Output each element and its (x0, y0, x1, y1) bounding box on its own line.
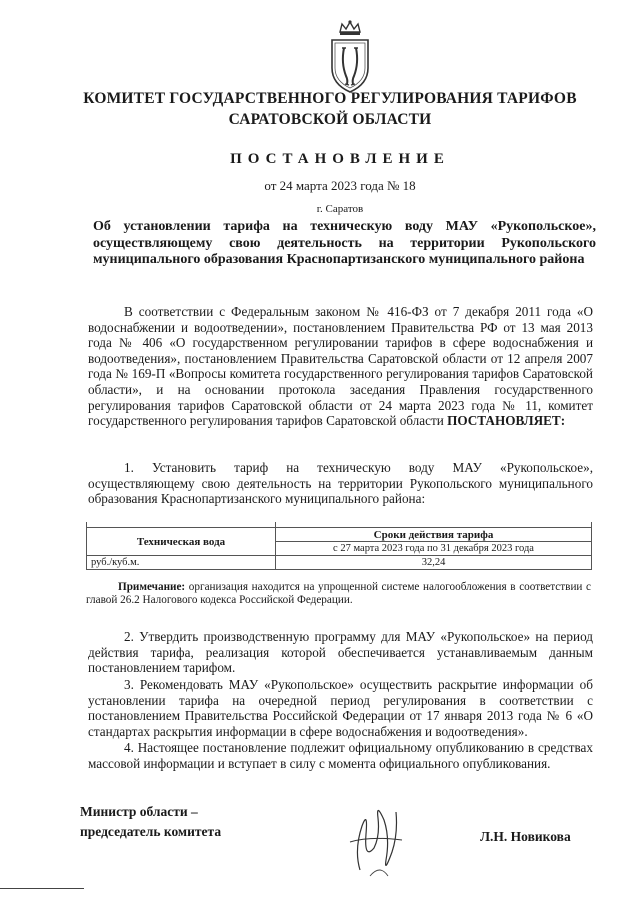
preamble-text: В соответствии с Федеральным законом № 416-ФЗ от 7 декабря 2011 года «О водоснабжении и водоотведении», постановлением Правительства РФ от 13 мая 2013 года № 406 «О государственном регулировании тарифов в сфере водоснабжения и водоотведения», постановлением Правительства Саратовской области от 12 апреля 2007 года № 169-П «Вопросы комитета государственного регулирования тарифов Саратовской области», и на основании протокола заседания Правления государственного регулирования тарифов Саратовской области от 24 марта 2023 года № 11, комитет государственного регулирования тарифов Саратовской области (88, 304, 593, 429)
table-header-period: Сроки действия тарифа (276, 528, 592, 542)
note-paragraph (86, 581, 591, 607)
table-row (87, 556, 592, 570)
issuer-name-line1: КОМИТЕТ ГОСУДАРСТВЕННОГО РЕГУЛИРОВАНИЯ ТАРИФОВ (83, 90, 577, 107)
document-date-number: от 24 марта 2023 года № 18 (264, 178, 416, 193)
note-label: Примечание: (118, 581, 186, 593)
table-header-water: Техническая вода (87, 528, 276, 556)
table-cell-period: с 27 марта 2023 года по 31 декабря 2023 года (276, 542, 592, 556)
item-3-paragraph (88, 677, 593, 739)
item-1-text: 1. Установить тариф на техническую воду МАУ «Рукопольское», осуществляющему свою деятельность на территории Рукопольского муниципального образования Краснопартизанского муниципального района: (88, 460, 593, 507)
signatory-position-line1: Министр области – (80, 804, 198, 819)
issuer-name-line2: САРАТОВСКОЙ ОБЛАСТИ (228, 111, 432, 128)
table-header-row (87, 528, 592, 542)
preamble-paragraph (88, 304, 593, 429)
coat-of-arms-icon (326, 18, 374, 94)
footer-divider (0, 888, 84, 889)
signatory-position (80, 802, 221, 842)
tariff-table (86, 522, 592, 570)
document-subject: Об установлении тарифа на техническую воду МАУ «Рукопольское», осуществляющему свою деятельность на территории Рукопольского муниципального образования Краснопартизанского муниципального района (93, 219, 596, 267)
signatory-position-line2: председатель комитета (80, 824, 222, 839)
handwritten-signature (340, 790, 420, 880)
item-4-paragraph (88, 740, 593, 771)
item-2-text: 2. Утвердить производственную программу для МАУ «Рукопольское» на период действия тарифа, реализация которой обеспечивается устанавливаемым данным постановлением тарифом. (88, 629, 593, 676)
item-4-text: 4. Настоящее постановление подлежит официальному опубликованию в средствах массовой информации и вступает в силу с момента официального опубликования. (88, 740, 593, 771)
decree-keyword: ПОСТАНОВЛЯЕТ: (447, 413, 566, 429)
signatory-name: Л.Н. Новикова (480, 829, 571, 844)
table-cell-unit: руб./куб.м. (87, 556, 276, 570)
document-city: г. Саратов (316, 203, 364, 215)
note-text: организация находится на упрощенной системе налогообложения в соответствии с главой 26.2 Налогового кодекса Российской Федерации. (86, 581, 591, 606)
item-3-text: 3. Рекомендовать МАУ «Рукопольское» осуществить раскрытие информации об установлении тарифа на очередной период регулирования в соответствии с постановлением Правительства Российской Федерации от 17 января 2013 года № 6 «О стандартах раскрытия информации в сфере водоснабжения и водоотведения». (88, 677, 593, 739)
table-cell-value: 32,24 (276, 556, 592, 570)
item-2-paragraph (88, 629, 593, 676)
item-1-paragraph (88, 460, 593, 507)
document-type-title: ПОСТАНОВЛЕНИЕ (230, 151, 450, 167)
